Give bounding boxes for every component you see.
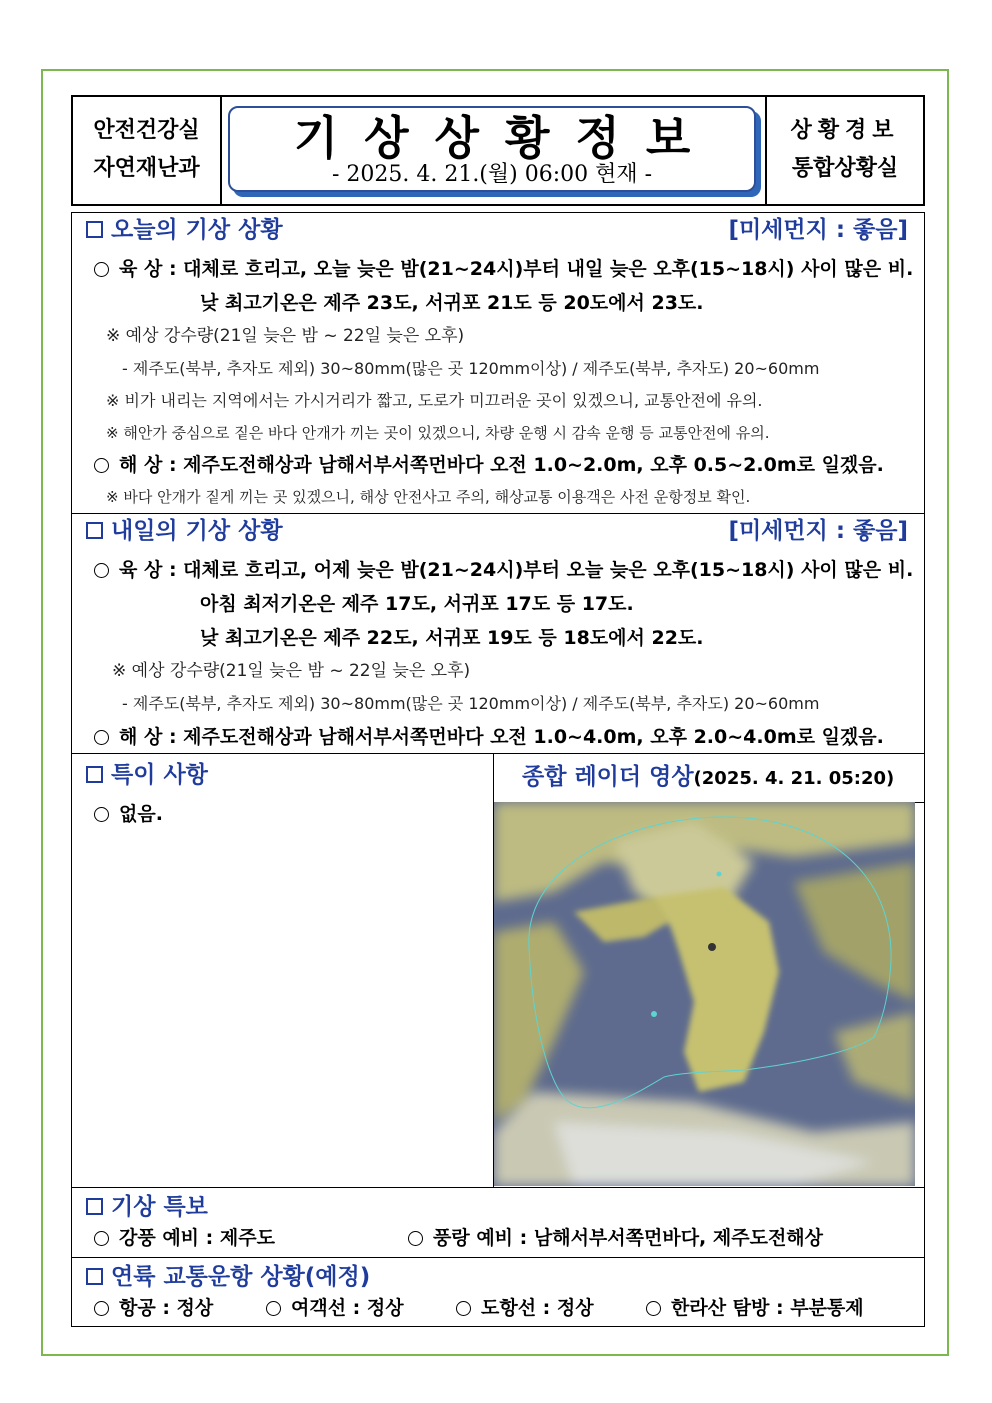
today-sea-note: ※ 바다 안개가 짙게 끼는 곳 있겠으니, 해상 안전사고 주의, 해상교통 이용객은 사전 운항정보 확인. xyxy=(106,488,751,506)
circle-bullet-icon xyxy=(94,458,109,473)
warning-item-1: 강풍 예비 : 제주도 xyxy=(94,1222,275,1254)
radar-timestamp: (2025. 4. 21. 05:20) xyxy=(693,768,895,789)
transport-title: 연륙 교통운항 상황(예정) xyxy=(86,1262,370,1292)
today-rain-note: ※ 예상 강수량(21일 늦은 밤 ~ 22일 늦은 오후) xyxy=(106,326,465,346)
circle-bullet-icon xyxy=(408,1231,423,1246)
today-dust: [미세먼지 : 좋음] xyxy=(728,217,908,243)
warnings-section xyxy=(71,1187,925,1257)
circle-bullet-icon xyxy=(94,563,109,578)
circle-bullet-icon xyxy=(646,1301,661,1316)
today-land-line2: 낮 최고기온은 제주 23도, 서귀포 21도 등 20도에서 23도. xyxy=(200,292,704,314)
right-org-line2: 통합상황실 xyxy=(791,156,899,181)
tomorrow-land: 육 상 : 대체로 흐리고, 어제 늦은 밤(21~24시)부터 오늘 늦은 오후(15~18시) 사이 많은 비. xyxy=(94,554,913,586)
circle-bullet-icon xyxy=(456,1301,471,1316)
left-org-line2: 자연재난과 xyxy=(93,156,200,181)
transport-hallasan: 한라산 탐방 : 부분통제 xyxy=(646,1292,864,1324)
tomorrow-land-line2: 아침 최저기온은 제주 17도, 서귀포 17도 등 17도. xyxy=(200,593,634,615)
special-item: 없음. xyxy=(94,798,163,830)
circle-bullet-icon xyxy=(94,807,109,822)
checkbox-square-icon xyxy=(86,522,103,539)
circle-bullet-icon xyxy=(94,730,109,745)
transport-air: 항공 : 정상 xyxy=(94,1292,213,1324)
today-note2: ※ 비가 내리는 지역에서는 가시거리가 짧고, 도로가 미끄러운 곳이 있겠으니, 교통안전에 유의. xyxy=(106,391,763,410)
report-date: - 2025. 4. 21.(월) 06:00 현재 - xyxy=(331,162,653,187)
today-title: 오늘의 기상 상황 xyxy=(86,215,283,245)
circle-bullet-icon xyxy=(94,1231,109,1246)
tomorrow-rain-detail: - 제주도(북부, 추자도 제외) 30~80mm(많은 곳 120mm이상) / 제주도(북부, 추자도) 20~60mm xyxy=(122,694,820,713)
header-right-org xyxy=(765,95,925,206)
today-land: 육 상 : 대체로 흐리고, 오늘 늦은 밤(21~24시)부터 내일 늦은 오후(15~18시) 사이 많은 비. xyxy=(94,253,913,285)
tomorrow-dust: [미세먼지 : 좋음] xyxy=(728,518,908,544)
checkbox-square-icon xyxy=(86,766,103,783)
tomorrow-section xyxy=(71,513,925,753)
radar-satellite-map xyxy=(494,802,915,1186)
right-org-line1: 상황경보 xyxy=(790,118,900,143)
tomorrow-rain-note: ※ 예상 강수량(21일 늦은 밤 ~ 22일 늦은 오후) xyxy=(112,661,471,681)
checkbox-square-icon xyxy=(86,221,103,238)
checkbox-square-icon xyxy=(86,1198,103,1215)
tomorrow-sea: 해 상 : 제주도전해상과 남해서부서쪽먼바다 오전 1.0~4.0m, 오후 2.0~4.0m로 일겠음. xyxy=(94,721,884,753)
radar-title: 종합 레이더 영상(2025. 4. 21. 05:20) xyxy=(522,764,895,790)
page-title: 기상상황정보 xyxy=(293,111,717,165)
today-section xyxy=(71,212,925,513)
circle-bullet-icon xyxy=(266,1301,281,1316)
circle-bullet-icon xyxy=(94,1301,109,1316)
warning-item-2: 풍랑 예비 : 남해서부서쪽먼바다, 제주도전해상 xyxy=(408,1222,823,1254)
transport-section xyxy=(71,1257,925,1327)
tomorrow-land-line3: 낮 최고기온은 제주 22도, 서귀포 19도 등 18도에서 22도. xyxy=(200,627,704,649)
transport-ferry: 여객선 : 정상 xyxy=(266,1292,404,1324)
today-rain-detail: - 제주도(북부, 추자도 제외) 30~80mm(많은 곳 120mm이상) / 제주도(북부, 추자도) 20~60mm xyxy=(122,359,820,378)
circle-bullet-icon xyxy=(94,262,109,277)
special-title: 특이 사항 xyxy=(86,760,208,790)
radar-image xyxy=(494,802,915,1186)
title-banner xyxy=(228,106,756,192)
header-left-org xyxy=(71,95,222,206)
checkbox-square-icon xyxy=(86,1268,103,1285)
today-sea: 해 상 : 제주도전해상과 남해서부서쪽먼바다 오전 1.0~2.0m, 오후 0.5~2.0m로 일겠음. xyxy=(94,449,884,481)
transport-island-ferry: 도항선 : 정상 xyxy=(456,1292,594,1324)
today-note3: ※ 해안가 중심으로 짙은 바다 안개가 끼는 곳이 있겠으니, 차량 운행 시 감속 운행 등 교통안전에 유의. xyxy=(106,424,770,442)
warnings-title: 기상 특보 xyxy=(86,1192,208,1222)
left-org-line1: 안전건강실 xyxy=(93,118,200,143)
tomorrow-title: 내일의 기상 상황 xyxy=(86,516,283,546)
